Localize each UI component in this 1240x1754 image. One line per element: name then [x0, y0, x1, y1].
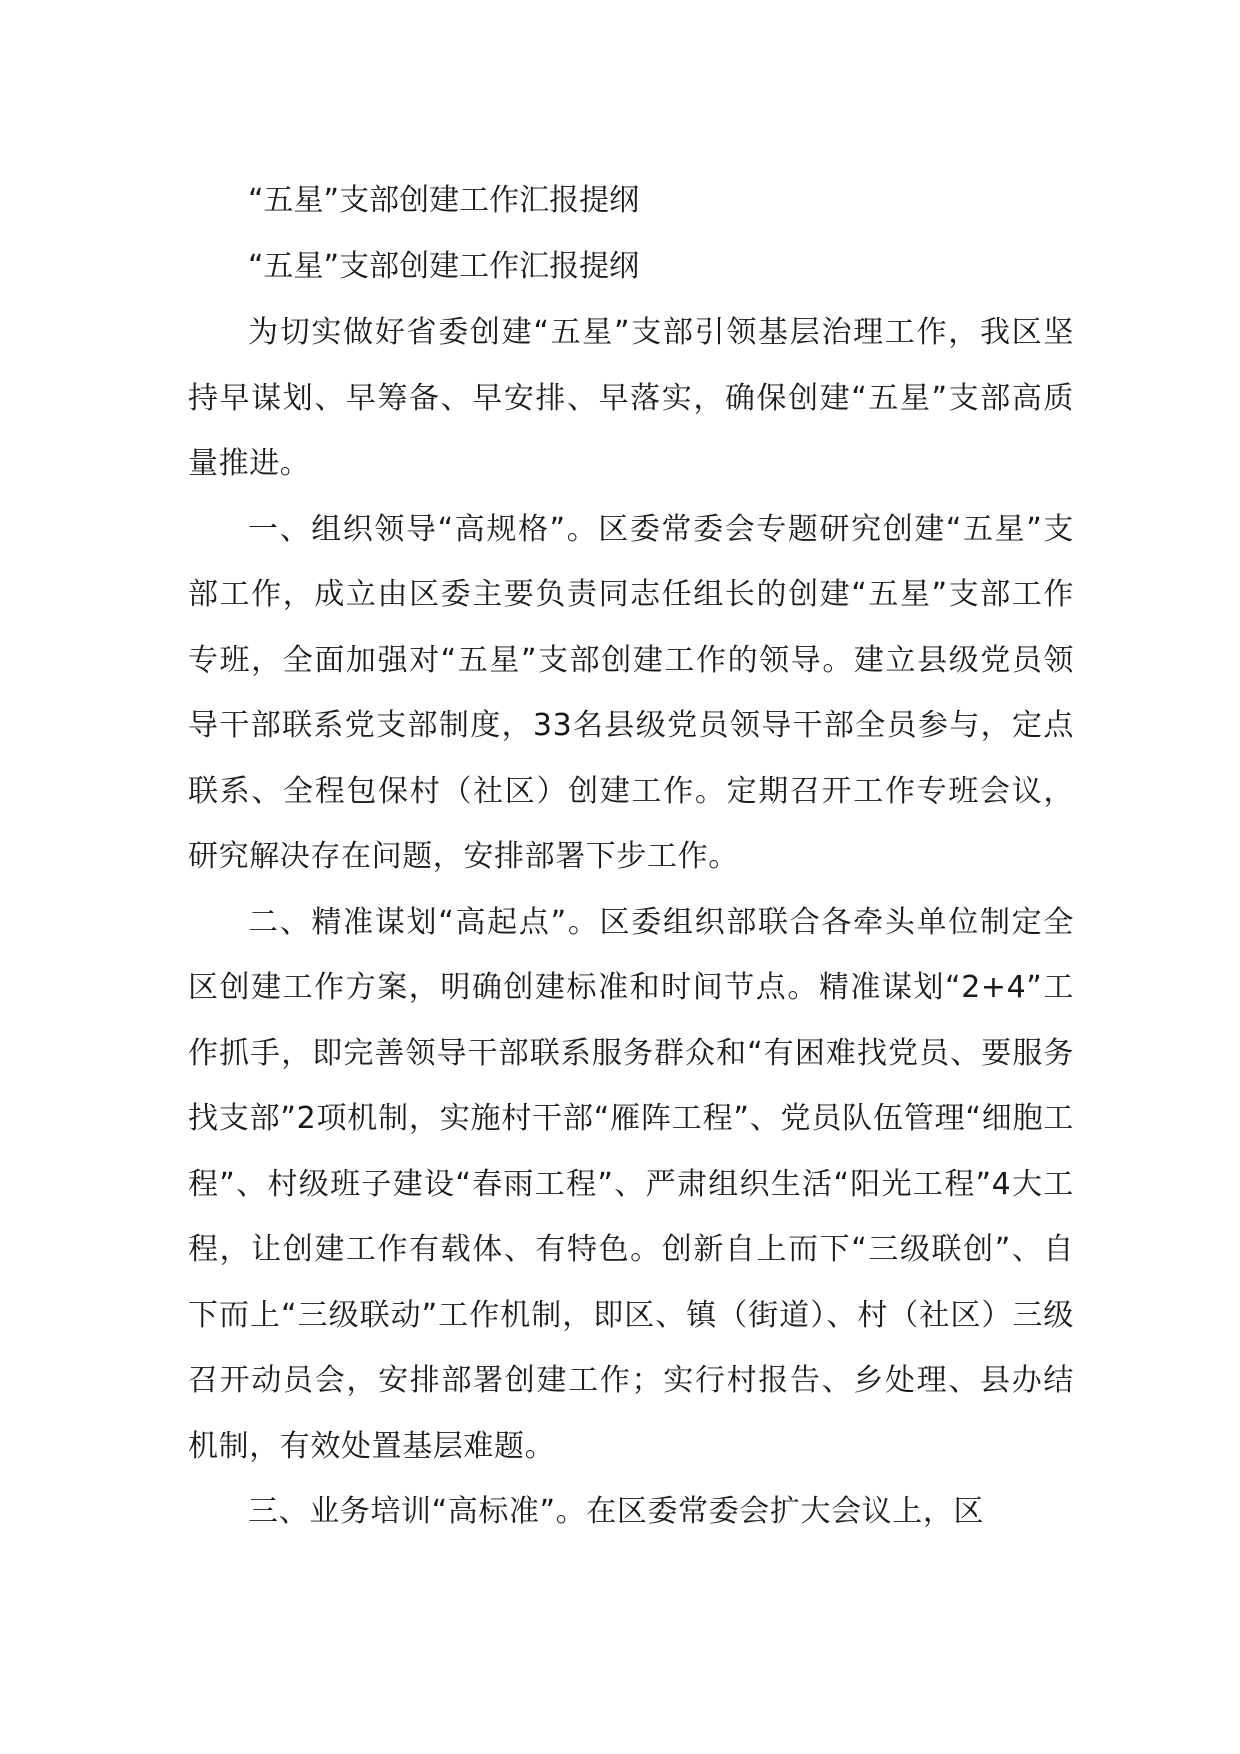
paragraph-section-2: 二、精准谋划“高起点”。区委组织部联合各牵头单位制定全区创建工作方案，明确创建标准和时间节点。精准谋划“2+4”工作抓手，即完善领导干部联系服务群众和“有困难找党员、要服务找支部”2项机制，实施村干部“雁阵工程”、党员队伍管理“细胞工程”、村级班子建设“春雨工程”、严肃组织生活“阳光工程”4大工程，让创建工作有载体、有特色。创新自上而下“三级联创”、自下而上“三级联动”工作机制，即区、镇（街道）、村（社区）三级召开动员会，安排部署创建工作；实行村报告、乡处理、县办结机制，有效处置基层难题。 — [188, 904, 1074, 1464]
document-body — [188, 168, 1074, 1545]
document-title-repeat: “五星”支部创建工作汇报提纲 — [248, 249, 640, 284]
paragraph-section-3: 三、业务培训“高标准”。在区委常委会扩大会议上，区 — [248, 1494, 985, 1529]
document-title: “五星”支部创建工作汇报提纲 — [248, 183, 640, 218]
paragraph-intro: 为切实做好省委创建“五星”支部引领基层治理工作，我区坚持早谋划、早筹备、早安排、早落实，确保创建“五星”支部高质量推进。 — [188, 315, 1074, 481]
paragraph-section-1: 一、组织领导“高规格”。区委常委会专题研究创建“五星”支部工作，成立由区委主要负责同志任组长的创建“五星”支部工作专班，全面加强对“五星”支部创建工作的领导。建立县级党员领导干部联系党支部制度，33名县级党员领导干部全员参与，定点联系、全程包保村（社区）创建工作。定期召开工作专班会议，研究解决存在问题，安排部署下步工作。 — [188, 511, 1074, 874]
